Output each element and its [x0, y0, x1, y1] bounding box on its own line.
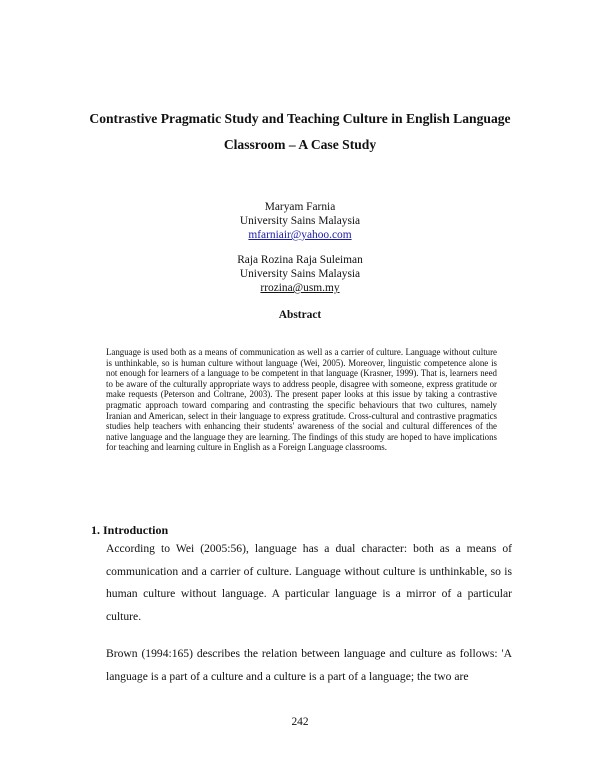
- abstract-heading: Abstract: [278, 309, 322, 321]
- page-number: 242: [291, 716, 309, 728]
- author-affiliation: University Sains Malaysia: [239, 215, 361, 227]
- author-affiliation: University Sains Malaysia: [239, 268, 361, 280]
- section-heading-introduction: 1. Introduction: [91, 523, 169, 537]
- body-paragraph-1: According to Wei (2005:56), language has a dual character: both as a means of communication and a carrier of culture. Language without culture is unthinkable, so is human culture without language. A particular language is a mirror of a particular culture.: [106, 542, 512, 623]
- author-email-link[interactable]: mfarniair@yahoo.com: [248, 229, 352, 241]
- author-block-2: [150, 253, 450, 295]
- author-block-1: [150, 200, 450, 242]
- author-name: Maryam Farnia: [264, 201, 336, 213]
- title-line-2: Classroom – A Case Study: [223, 137, 377, 152]
- abstract-text: Language is used both as a means of communication as well as a carrier of culture. Language without culture is unthinkable, so is human culture without language (Wei, 2005). Moreover, linguistic competence alone is not enough for learners of a language to be competent in that language (Krasner, 1999). That is, learners need to be aware of the culturally appropriate ways to address people, disagree with someone, express gratitude or make requests (Peterson and Coltrane, 2003). The present paper looks at this issue by taking a contrastive pragmatic approach toward comparing and contrasting the specific behaviours that two cultures, namely Iranian and American, select in their language to express gratitude. Cross-cultural and contrastive pragmatics studies help teachers with enhancing their students' awareness of the social and cultural differences of the native language and the language they are learning. The findings of this study are hoped to have implications for teaching and learning culture in English as a Foreign Language classrooms.: [106, 347, 497, 453]
- paper-title: [60, 106, 540, 158]
- author-email-link[interactable]: rrozina@usm.my: [260, 282, 340, 294]
- author-name: Raja Rozina Raja Suleiman: [237, 254, 363, 266]
- title-line-1: Contrastive Pragmatic Study and Teaching Culture in English Language: [89, 111, 511, 126]
- body-paragraph-2: Brown (1994:165) describes the relation between language and culture as follows: 'A language is a part of a culture and a culture is a part of a language; the two are: [106, 647, 512, 683]
